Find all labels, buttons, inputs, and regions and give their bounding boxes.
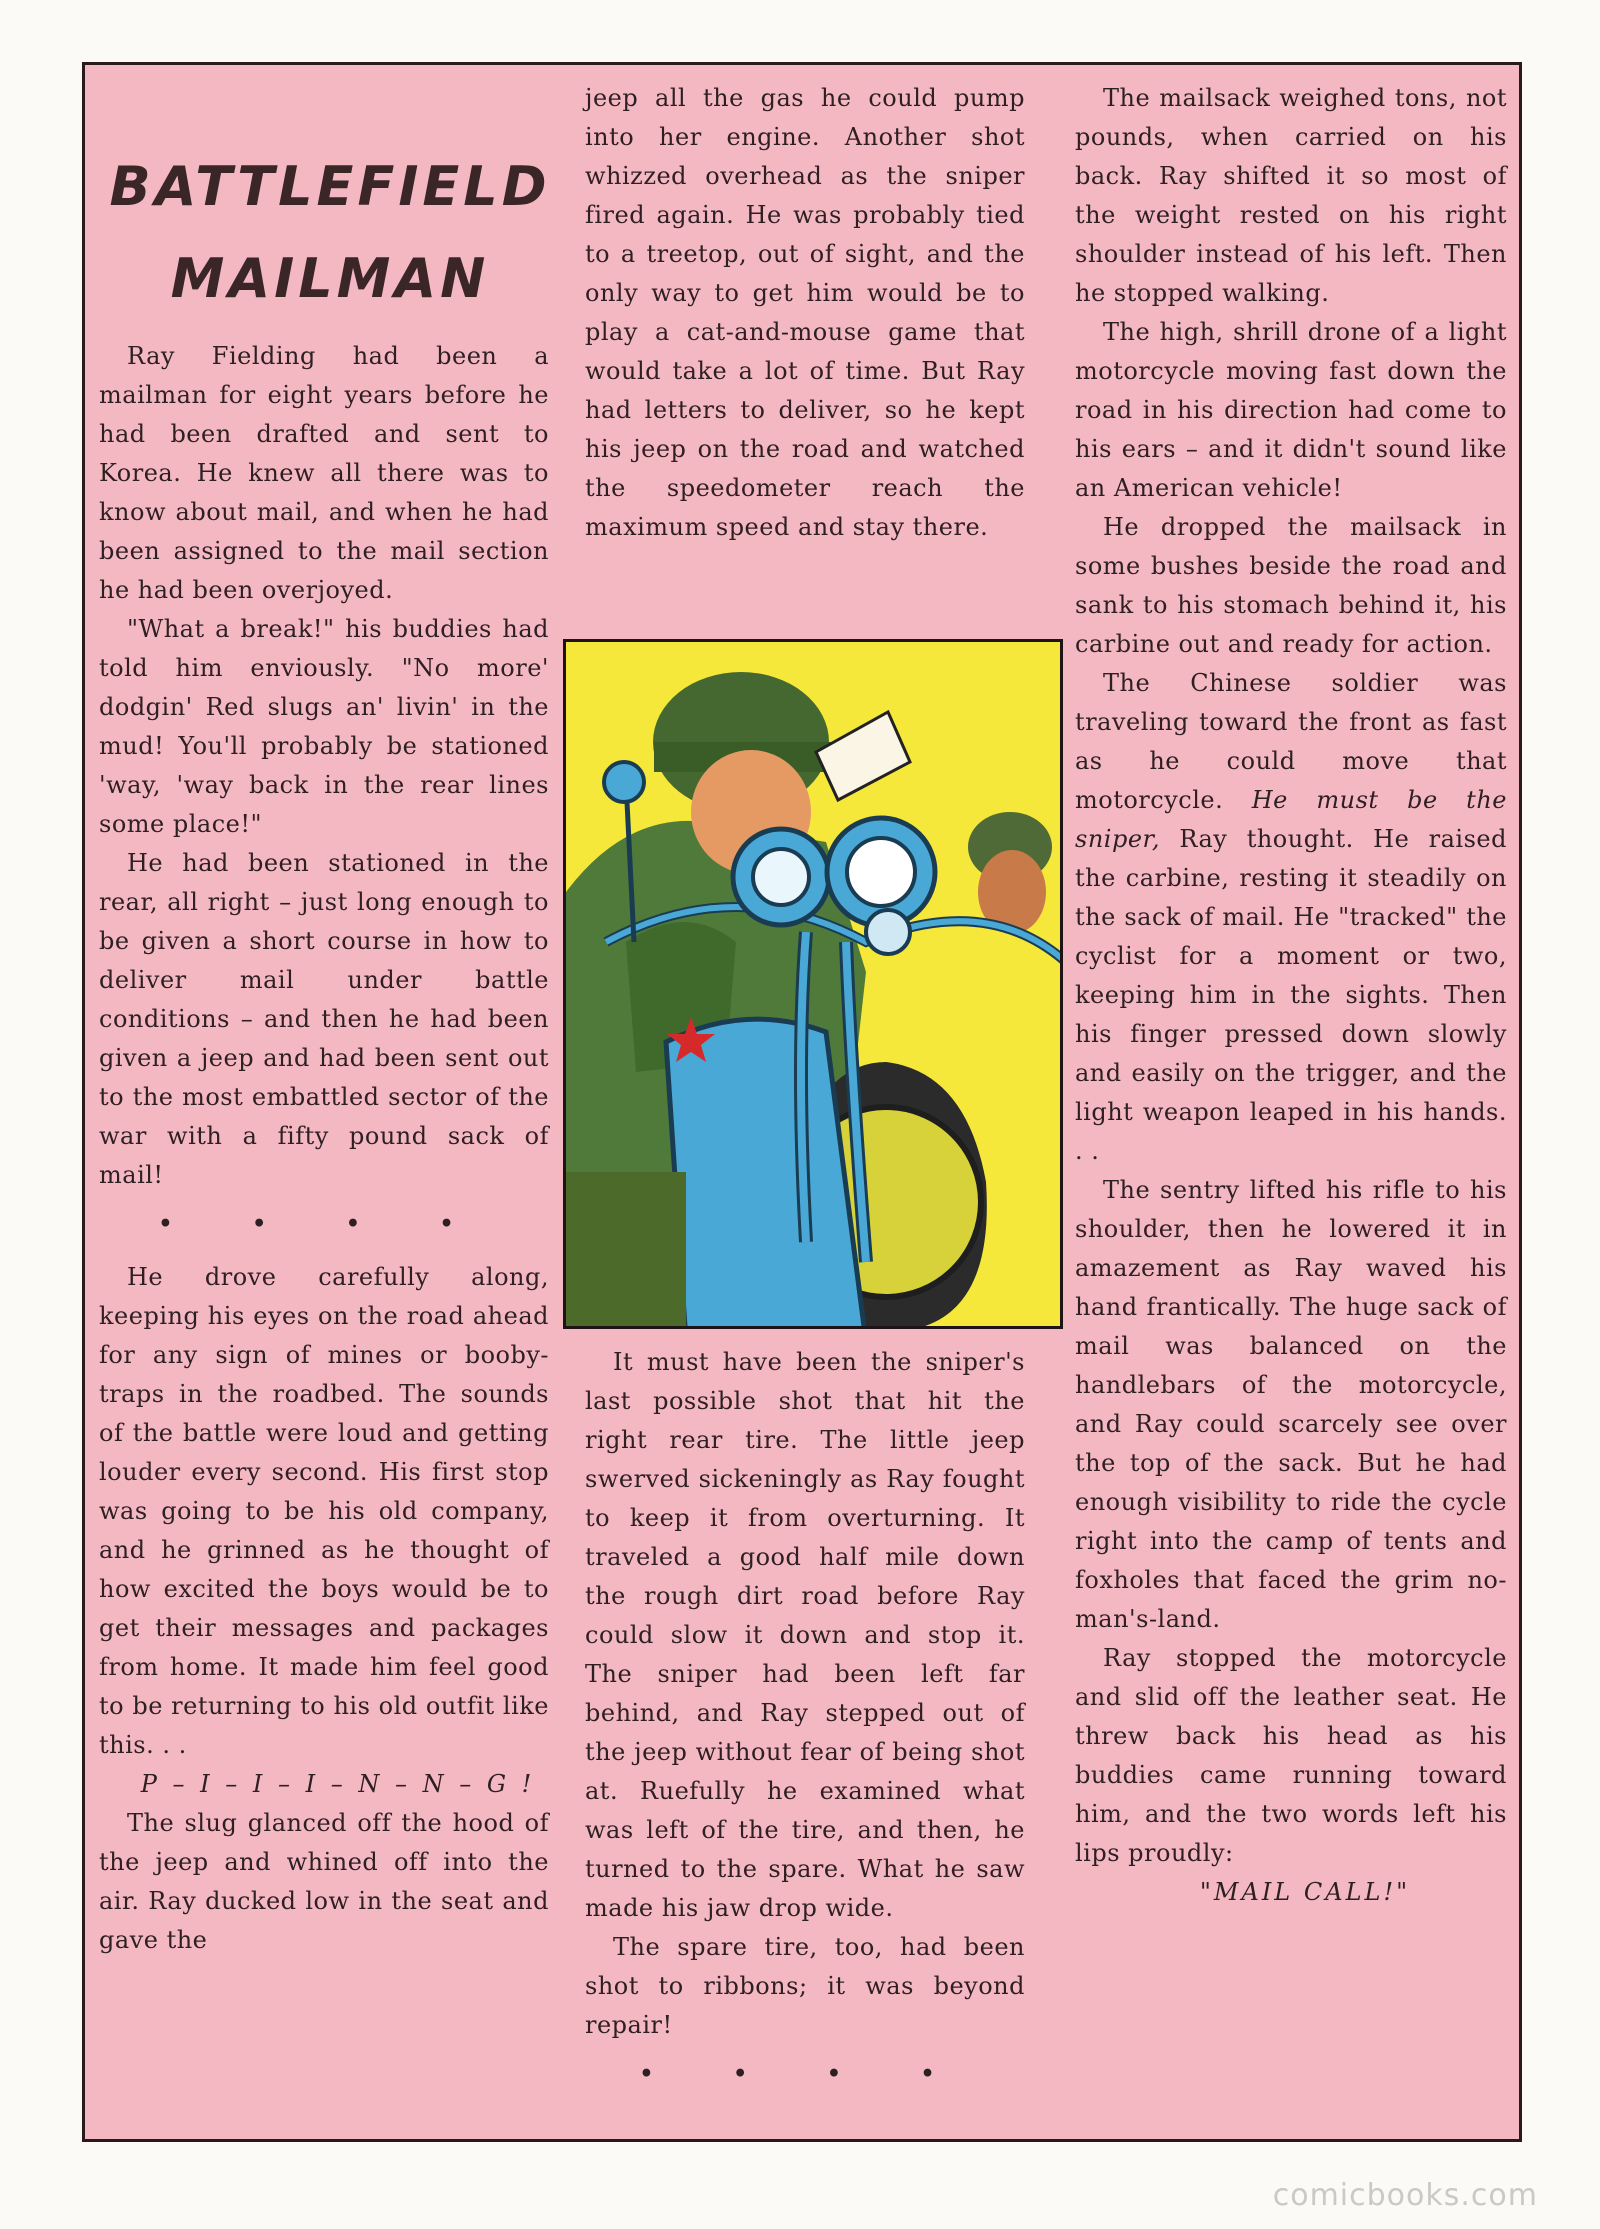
- text-run: The Chinese soldier was traveling toward the front as fast as he could move that motorcycle.: [1075, 669, 1507, 814]
- paragraph: The high, shrill drone of a light motorcycle moving fast down the road in his direction had come to his ears – and it didn't sound like an American vehicle!: [1075, 318, 1507, 502]
- paragraph: "What a break!" his buddies had told him enviously. "No more' dodgin' Red slugs an' livin' in the mud! You'll probably be stationed 'way, 'way back in the rear lines some place!": [99, 615, 549, 838]
- mail-call-line: "MAIL CALL!": [1199, 1878, 1411, 1906]
- column-1: [99, 337, 549, 1960]
- paragraph: Ray stopped the motorcycle and slid off the leather seat. He threw back his head as his buddies came running toward him, and the two words left his lips proudly:: [1075, 1644, 1507, 1867]
- paragraph: The slug glanced off the hood of the jeep and whined off into the air. Ray ducked low in the seat and gave the: [99, 1809, 549, 1954]
- paragraph: Ray Fielding had been a mailman for eight years before he had been drafted and sent to Korea. He knew all there was to know about mail, and when he had been assigned to the mail section he had been overjoyed.: [99, 342, 549, 604]
- watermark: comicbooks.com: [1272, 2178, 1538, 2213]
- paragraph: The sentry lifted his rifle to his shoulder, then he lowered it in amazement as Ray waved his hand frantically. The huge sack of mail was balanced on the handlebars of the motorcycle, and Ray could scarcely see over the top of the sack. But he had enough visibility to ride the cycle right into the camp of tents and foxholes that faced the grim no-man's-land.: [1075, 1176, 1507, 1633]
- sound-effect: P – I – I – I – N – N – G !: [140, 1770, 536, 1798]
- comic-panel-motorcycle: [563, 639, 1063, 1329]
- section-break-dots: • • • •: [158, 1211, 490, 1237]
- paragraph: The spare tire, too, had been shot to ribbons; it was beyond repair!: [585, 1933, 1025, 2039]
- paragraph: The mailsack weighed tons, not pounds, when carried on his back. Ray shifted it so most of the weight rested on his right shoulder instead of his left. Then he stopped walking.: [1075, 84, 1507, 307]
- section-break-dots: • • • •: [639, 2061, 971, 2087]
- paragraph: He drove carefully along, keeping his eyes on the road ahead for any sign of mines or booby-traps in the roadbed. The sounds of the battle were loud and getting louder every second. His first stop was going to be his old company, and he grinned as he thought of how excited the boys would be to get their messages and packages from home. It made him feel good to be returning to his old outfit like this. . .: [99, 1263, 549, 1759]
- title-line-1: BATTLEFIELD: [109, 155, 551, 218]
- italic-thought: He must be the sniper,: [1075, 786, 1507, 853]
- paragraph: He had been stationed in the rear, all right – just long enough to be given a short course in how to deliver mail under battle conditions – and then he had been given a jeep and had been sent out to the most embattled sector of the war with a fifty pound sack of mail!: [99, 849, 549, 1189]
- motorcycle-illustration: [566, 642, 1063, 1329]
- column-2-bottom: [585, 1343, 1025, 2108]
- title-line-2: MAILMAN: [170, 247, 490, 310]
- paragraph: jeep all the gas he could pump into her engine. Another shot whizzed overhead as the sniper fired again. He was probably tied to a treetop, out of sight, and the only way to get him would be to play a cat-and-mouse game that would take a lot of time. But Ray had letters to deliver, so he kept his jeep on the road and watched the speedometer reach the maximum speed and stay there.: [585, 84, 1025, 541]
- column-2-top: [585, 79, 1025, 547]
- story-page: [82, 62, 1522, 2142]
- column-3: [1075, 79, 1507, 1912]
- paragraph: [1075, 664, 1507, 1171]
- text-run: Ray thought. He raised the carbine, resting it steadily on the sack of mail. He "tracked" the cyclist for a moment or two, keeping him in the sights. Then his finger pressed down slowly and easily on the trigger, and the light weapon leaped in his hands. . .: [1075, 825, 1507, 1165]
- paragraph: He dropped the mailsack in some bushes beside the road and sank to his stomach behind it, his carbine out and ready for action.: [1075, 513, 1507, 658]
- story-title: [85, 141, 575, 325]
- paragraph: It must have been the sniper's last possible shot that hit the right rear tire. The little jeep swerved sickeningly as Ray fought to keep it from overturning. It traveled a good half mile down the rough dirt road before Ray could slow it down and stop it. The sniper had been left far behind, and Ray stepped out of the jeep without fear of being shot at. Ruefully he examined what was left of the tire, and then, he turned to the spare. What he saw made his jaw drop wide.: [585, 1348, 1025, 1922]
